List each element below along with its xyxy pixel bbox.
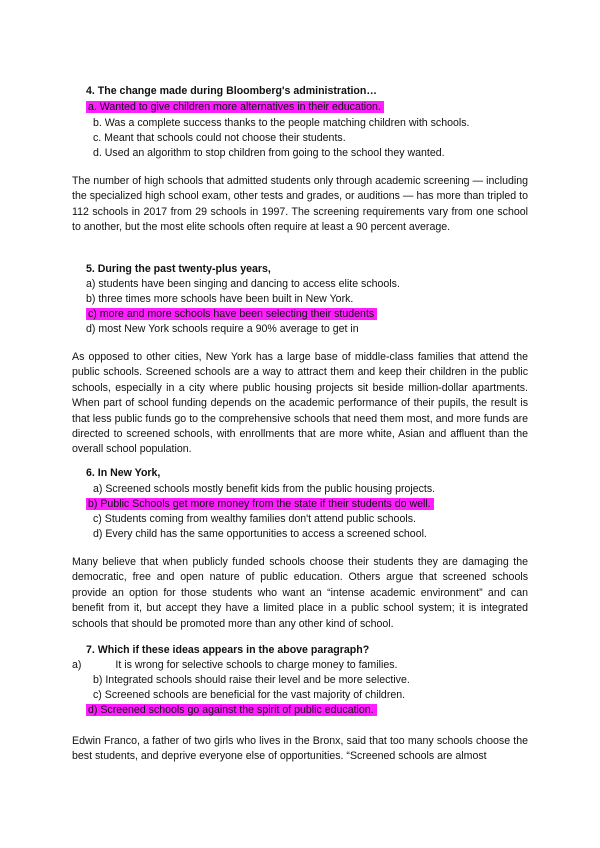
question-7-title: 7. Which if these ideas appears in the above paragraph? <box>86 644 370 656</box>
highlighted-answer: b) Public Schools get more money from the state if their students do well. <box>86 498 434 510</box>
question-5-title: 5. During the past twenty-plus years, <box>86 263 271 275</box>
question-7-option-a <box>72 658 397 673</box>
question-7-option-c: c) Screened schools are beneficial for the vast majority of children. <box>93 689 406 701</box>
question-6-title: 6. In New York, <box>86 467 161 479</box>
question-7-option-d <box>86 703 377 718</box>
question-5-option-c <box>86 307 377 322</box>
question-4-title: 4. The change made during Bloomberg's administration… <box>86 85 377 97</box>
question-6-option-c: c) Students coming from wealthy families don't attend public schools. <box>93 513 416 525</box>
question-7-option-b: b) Integrated schools should raise their level and be more selective. <box>93 674 410 686</box>
paragraph-middle-class-families: As opposed to other cities, New York has a large base of middle-class families that attend the public schools. Screened schools are a way to attract them and keep their children in the public schools, especially in a city where public housing projects sit beside million-dollar apartments. When part of school funding depends on the academic performance of their pupils, the result is that less public funds go to the comprehensive schools that need them most, and more funds are directed to screened schools, with enrollments that are more white, Asian and affluent than the overall school population. <box>72 351 528 456</box>
question-5-option-d: d) most New York schools require a 90% average to get in <box>86 323 359 335</box>
question-5-option-b: b) three times more schools have been built in New York. <box>86 293 354 305</box>
highlighted-answer: c) more and more schools have been selecting their students <box>86 308 377 320</box>
paragraph-public-education-debate: Many believe that when publicly funded schools choose their students they are damaging the democratic, free and open nature of public education. Others argue that screened schools provide an option for those students who want an “intense academic environment” and can benefit from it, but accept they have a limited place in a public school system; it is integrated schools that should be promoted more than any other kind of school. <box>72 556 528 630</box>
question-6-option-d: d) Every child has the same opportunities to access a screened school. <box>93 528 427 540</box>
option-a-letter: a) <box>72 659 82 671</box>
highlighted-answer: a. Wanted to give children more alternatives in their education. <box>86 101 384 113</box>
question-6-option-b <box>86 497 434 512</box>
question-4-option-c: c. Meant that schools could not choose their students. <box>93 132 346 144</box>
question-4-option-a <box>86 100 384 115</box>
question-6-option-a: a) Screened schools mostly benefit kids from the public housing projects. <box>93 483 436 495</box>
question-4-option-b: b. Was a complete success thanks to the people matching children with schools. <box>93 117 470 129</box>
question-4-option-d: d. Used an algorithm to stop children from going to the school they wanted. <box>93 147 445 159</box>
paragraph-edwin-franco: Edwin Franco, a father of two girls who lives in the Bronx, said that too many schools choose the best students, and deprive everyone else of opportunities. “Screened schools are almost <box>72 735 528 763</box>
paragraph-screening-growth: The number of high schools that admitted students only through academic screening — including the specialized high school exam, other tests and grades, or auditions — has more than tripled to 112 schools in 2017 from 29 schools in 1997. The screening requirements vary from one school to another, but the most elite schools often require at least a 90 percent average. <box>72 175 528 234</box>
highlighted-answer: d) Screened schools go against the spirit of public education. <box>86 704 377 716</box>
option-a-text: It is wrong for selective schools to charge money to families. <box>115 659 398 671</box>
question-5-option-a: a) students have been singing and dancing to access elite schools. <box>86 278 400 290</box>
